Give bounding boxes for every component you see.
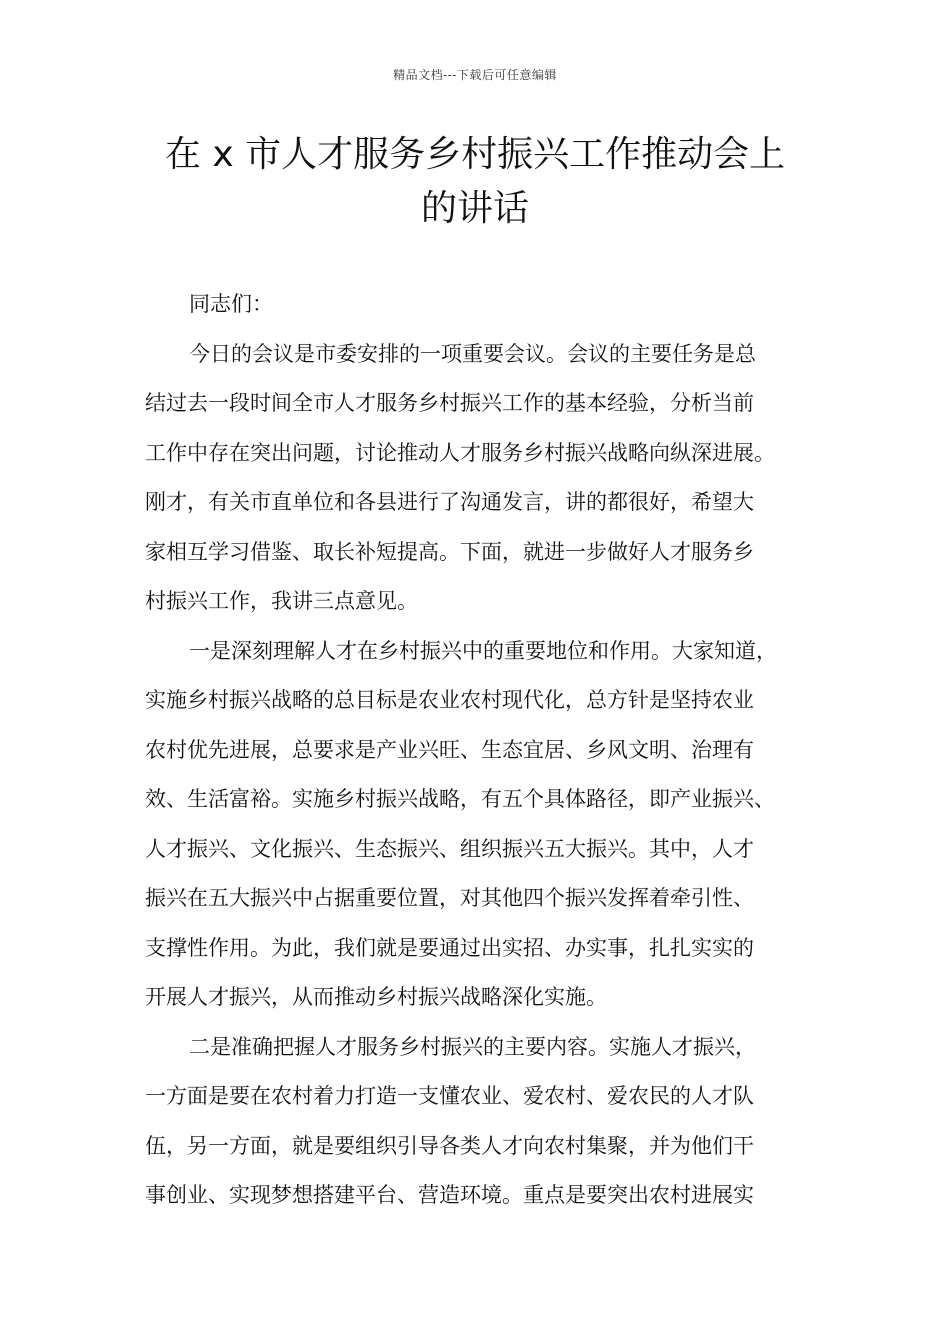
paragraph-line: 工作中存在突出问题，讨论推动人才服务乡村振兴战略向纵深进展。 [145, 440, 775, 465]
body-text [145, 280, 825, 1221]
paragraph-1 [145, 330, 825, 627]
salutation: 同志们： [189, 292, 273, 316]
paragraph-line: 家相互学习借鉴、取长补短提高。下面，就进一步做好人才服务乡 [145, 539, 754, 564]
title-line-2: 的讲话 [420, 188, 529, 229]
paragraph-line: 伍，另一方面，就是要组织引导各类人才向农村集聚，并为他们干 [145, 1133, 754, 1158]
paragraph-line: 二是准确把握人才服务乡村振兴的主要内容。实施人才振兴， [189, 1034, 756, 1059]
paragraph-line: 支撑性作用。为此，我们就是要通过出实招、办实事，扎扎实实的 [145, 935, 754, 960]
paragraph-line: 结过去一段时间全市人才服务乡村振兴工作的基本经验，分析当前 [145, 391, 754, 415]
paragraph-line: 村振兴工作，我讲三点意见。 [145, 589, 418, 613]
paragraph-2 [145, 627, 825, 1023]
salutation-paragraph [145, 280, 825, 330]
paragraph-line: 振兴在五大振兴中占据重要位置，对其他四个振兴发挥着牵引性、 [145, 886, 754, 910]
header-note: 精品文档---下载后可任意编辑 [393, 68, 557, 82]
paragraph-line: 今日的会议是市委安排的一项重要会议。会议的主要任务是总 [189, 341, 756, 366]
title-line-1: 在 x 市人才服务乡村振兴工作推动会上 [164, 134, 786, 175]
paragraph-line: 事创业、实现梦想搭建平台、营造环境。重点是要突出农村进展实 [145, 1183, 754, 1207]
document-title [120, 128, 830, 236]
paragraph-line: 一方面是要在农村着力打造一支懂农业、爱农村、爱农民的人才队 [145, 1084, 754, 1108]
paragraph-3 [145, 1023, 825, 1221]
paragraph-line: 农村优先进展，总要求是产业兴旺、生态宜居、乡风文明、治理有 [145, 737, 754, 762]
paragraph-line: 效、生活富裕。实施乡村振兴战略，有五个具体路径，即产业振兴、 [145, 787, 775, 811]
paragraph-line: 开展人才振兴，从而推动乡村振兴战略深化实施。 [145, 985, 607, 1009]
paragraph-line: 实施乡村振兴战略的总目标是农业农村现代化，总方针是坚持农业 [145, 688, 754, 712]
paragraph-line: 人才振兴、文化振兴、生态振兴、组织振兴五大振兴。其中，人才 [145, 836, 754, 861]
paragraph-line: 一是深刻理解人才在乡村振兴中的重要地位和作用。大家知道， [189, 638, 777, 663]
paragraph-line: 刚才，有关市直单位和各县进行了沟通发言，讲的都很好，希望大 [145, 490, 754, 514]
